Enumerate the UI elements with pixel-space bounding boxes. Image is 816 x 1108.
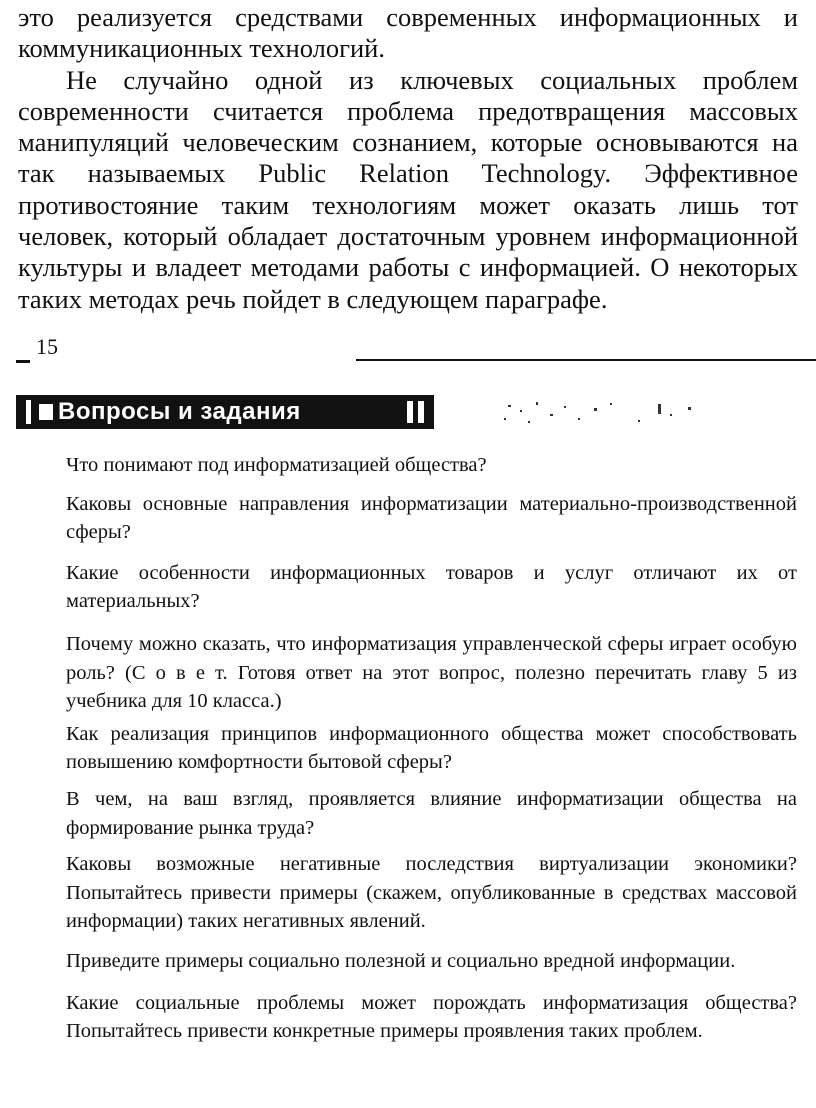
question-item: Какие социальные проблемы может порождать информатизация общества? Попытайтесь привести конкретные примеры проявления таких проблем.	[66, 991, 797, 1043]
heading-tail-marks	[407, 401, 424, 423]
question-item: Как реализация принципов информационного общества может способствовать повышению комфортности бытовой сферы?	[66, 722, 797, 774]
intro-text	[18, 2, 798, 315]
question-item: Каковы возможные негативные последствия виртуализации экономики? Попытайтесь привести примеры (скажем, опубликованные в средствах массовой информации) таких негативных явлений.	[66, 853, 797, 933]
question-item: Каковы основные направления информатизации материально-производственной сферы?	[66, 492, 797, 544]
question-item: Какие особенности информационных товаров и услуг отличают их от материальных?	[66, 561, 797, 613]
question-item: Почему можно сказать, что информатизация управленческой сферы играет особую роль? (С о в е т. Готовя ответ на этот вопрос, полезно перечитать главу 5 из учебника для 10 класса.)	[66, 632, 797, 713]
question-item: Что понимают под информатизацией общества?	[66, 454, 487, 476]
heading-edge-mark	[26, 400, 31, 424]
intro-continuation: это реализуется средствами современных информационных и коммуникационных технологий.	[18, 2, 798, 64]
question-item: В чем, на ваш взгляд, проявляется влияние информатизации общества на формирование рынка труда?	[66, 787, 797, 839]
section-divider	[356, 359, 816, 361]
section-number: 15	[36, 334, 58, 359]
questions-heading-bar	[16, 395, 434, 429]
questions-heading: Вопросы и задания	[58, 398, 301, 425]
scan-noise	[498, 396, 718, 432]
heading-square-icon	[39, 404, 53, 420]
page-tick-mark	[16, 360, 30, 363]
intro-paragraph: Не случайно одной из ключевых социальных проблем современности считается проблема предотвращения массовых манипуляций человеческим сознанием, которые основываются на так называемых Public Relation Technology. Эффективное противостояние таким технологиям может оказать лишь тот человек, который обладает достаточным уровнем информационной культуры и владеет методами работы с информацией. О некоторых таких методах речь пойдет в следующем параграфе.	[18, 64, 798, 314]
questions-list	[66, 451, 797, 1046]
question-item: Приведите примеры социально полезной и социально вредной информации.	[66, 949, 736, 972]
